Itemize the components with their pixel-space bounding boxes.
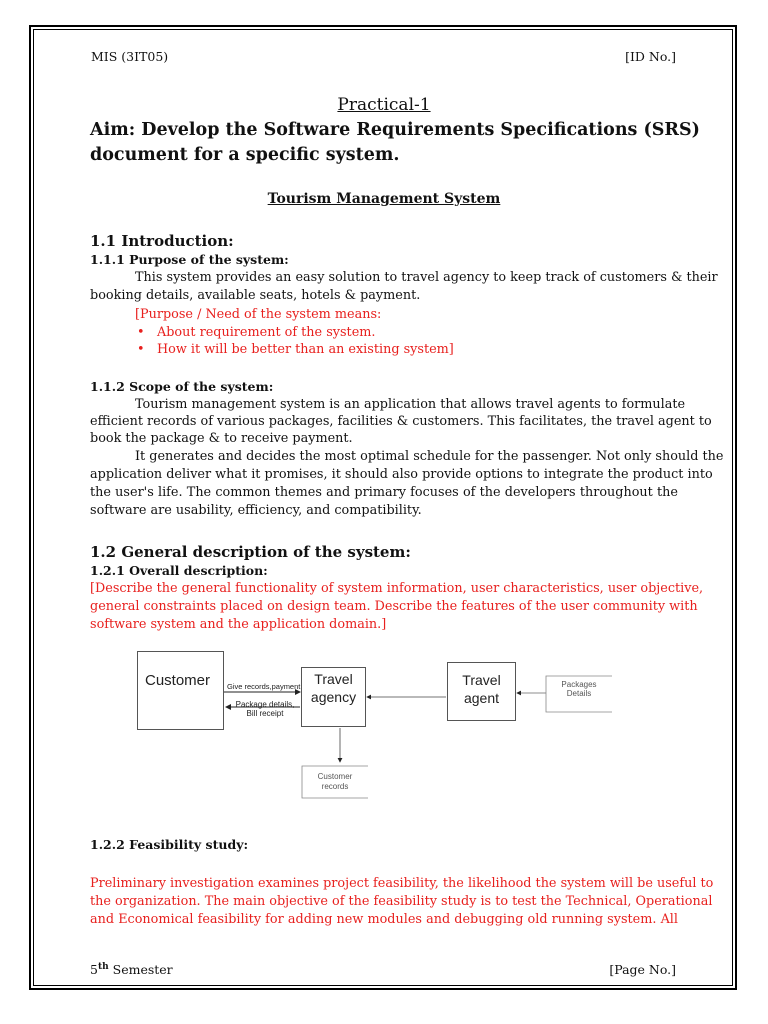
overall-heading: 1.2.1 Overall description: (90, 563, 268, 578)
packages-label-1: Packages (561, 680, 597, 689)
feasibility-line-1: Preliminary investigation examines project feasibility, the likelihood the system will be useful to (90, 876, 714, 891)
header-id: [ID No.] (625, 49, 676, 64)
section-1-1-heading: 1.1 Introduction: (90, 232, 234, 250)
scope-p1-line-3: book the package & to receive payment. (90, 431, 353, 446)
scope-p2-line-4: software are usability, efficiency, and compatibility. (90, 503, 422, 518)
records-label-2: records (321, 782, 349, 791)
practical-title: Practical-1 (337, 95, 431, 115)
scope-p1-line-1: Tourism management system is an application that allows travel agents to formulate (135, 397, 686, 412)
scope-p2-line-3: the user's life. The common themes and primary focuses of the developers throughout the (90, 485, 678, 500)
travel-agent-label-2: agent (463, 690, 500, 706)
travel-agency-label-1: Travel (314, 671, 353, 687)
scope-p2-line-1: It generates and decides the most optimal schedule for the passenger. Not only should the (135, 449, 724, 464)
footer-page-number: [Page No.] (609, 962, 676, 977)
purpose-line-2: booking details, available seats, hotels & payment. (90, 288, 421, 303)
flow-label-package-details-2: Bill receipt (246, 709, 284, 718)
purpose-note-intro: [Purpose / Need of the system means: (135, 307, 382, 322)
travel-agent-label-1: Travel (462, 672, 501, 688)
feasibility-line-3: and Economical feasibility for adding new modules and debugging old running system. All (90, 912, 678, 927)
overall-line-1: [Describe the general functionality of system information, user characteristics, user objective, (90, 581, 704, 596)
scope-p2-line-2: application deliver what it promises, it should also provide options to integrate the product into (90, 467, 713, 482)
customer-box (137, 651, 224, 730)
flow-label-give-records: Give records,payment (227, 682, 301, 691)
travel-agency-label-2: agency (310, 689, 357, 705)
overall-line-3: software system and the application domain.] (90, 617, 387, 632)
purpose-heading: 1.1.1 Purpose of the system: (90, 252, 289, 267)
scope-p1-line-2: efficient records of various packages, facilities & customers. This facilitates, the travel agent to (90, 414, 712, 429)
system-title: Tourism Management System (267, 191, 501, 207)
aim-line-2: document for a specific system. (90, 145, 400, 165)
feasibility-heading: 1.2.2 Feasibility study: (90, 837, 249, 852)
section-1-2-heading: 1.2 General description of the system: (90, 543, 411, 561)
overall-line-2: general constraints placed on design team. Describe the features of the user community with (90, 599, 698, 614)
packages-label-2: Details (566, 689, 592, 698)
purpose-line-1: This system provides an easy solution to travel agency to keep track of customers & their (135, 270, 718, 285)
footer-semester: 5th Semester (90, 962, 173, 978)
list-item: • About requirement of the system. (137, 325, 376, 340)
flow-label-package-details-1: Package details, (235, 700, 295, 709)
customer-label: Customer (145, 672, 211, 689)
aim-line-1: Aim: Develop the Software Requirements Specifications (SRS) (90, 120, 700, 140)
records-label-1: Customer (317, 772, 353, 781)
scope-heading: 1.1.2 Scope of the system: (90, 379, 274, 394)
feasibility-line-2: the organization. The main objective of the feasibility study is to test the Technical, Operational (90, 894, 713, 909)
header-course: MIS (3IT05) (91, 49, 169, 64)
list-item: • How it will be better than an existing system] (137, 342, 454, 357)
